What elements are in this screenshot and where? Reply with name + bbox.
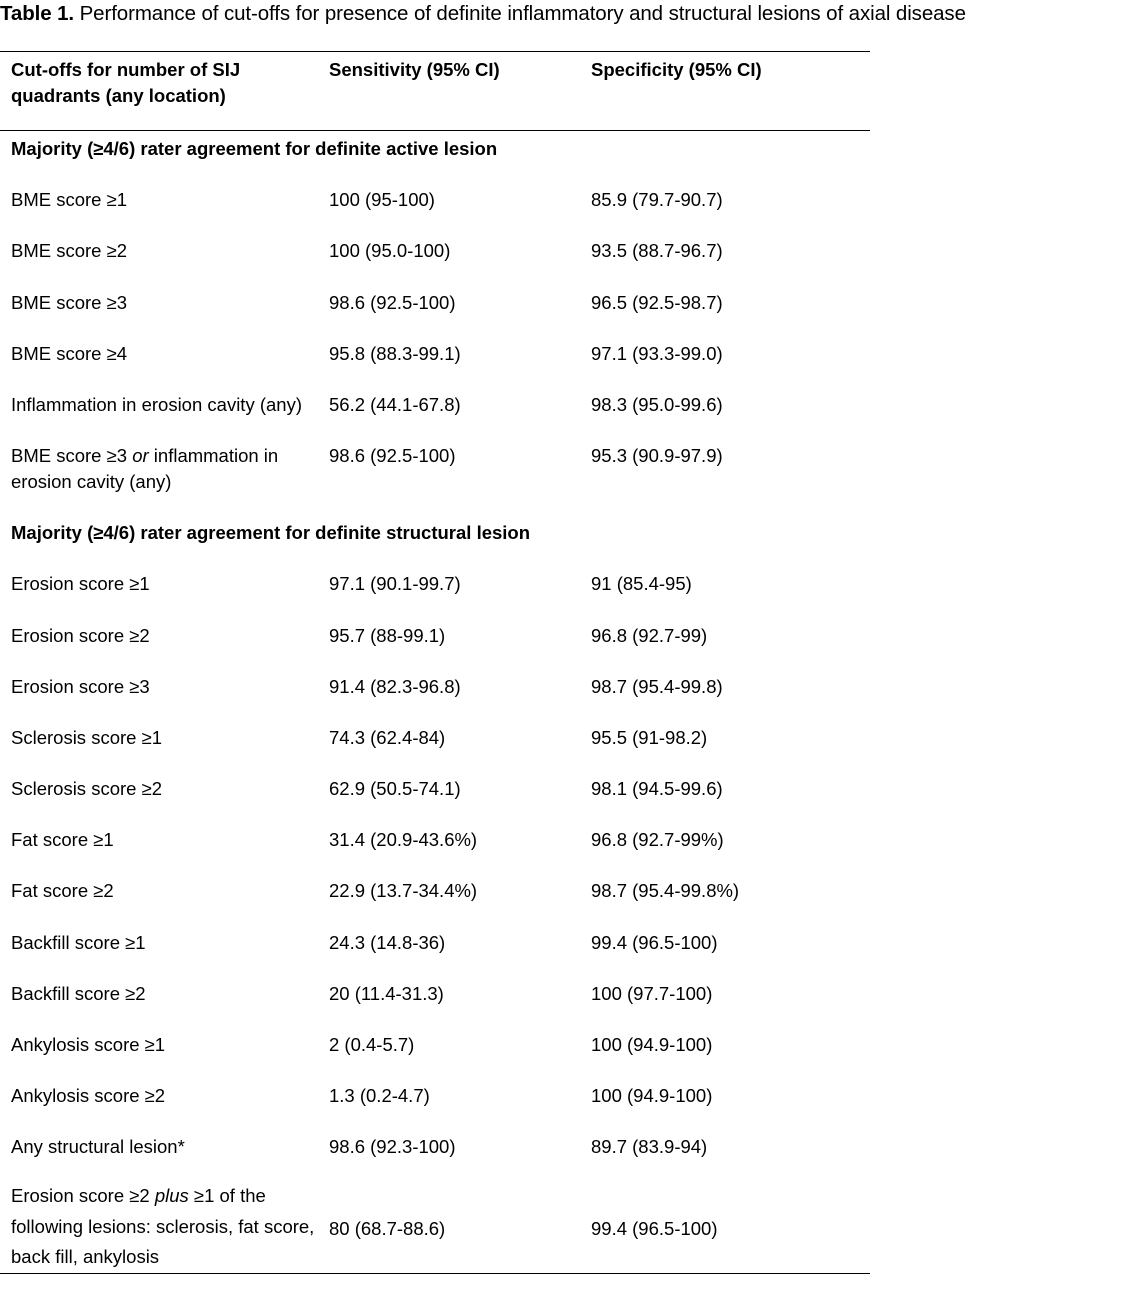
row-label: Sclerosis score ≥1 [11,726,163,748]
row-sensitivity: 22.9 (13.7-34.4%) [329,880,478,902]
table-row [0,925,870,976]
row-sensitivity: 56.2 (44.1-67.8) [329,393,461,415]
table-row [0,182,870,233]
row-specificity: 96.8 (92.7-99%) [591,829,724,851]
row-sensitivity: 24.3 (14.8-36) [329,931,446,953]
row-sensitivity: 98.6 (92.5-100) [329,445,456,467]
header-cutoffs: Cut-offs for number of SIJ quadrants (any location) [11,59,241,106]
row-sensitivity: 74.3 (62.4-84) [329,726,446,748]
row-specificity: 95.5 (91-98.2) [591,726,708,748]
label-part: BME score ≥3 [11,445,133,467]
row-label [0,1181,318,1273]
row-label: BME score ≥1 [11,189,128,211]
table-row [0,336,870,387]
row-sensitivity: 1.3 (0.2-4.7) [329,1085,430,1107]
row-specificity: 99.4 (96.5-100) [591,1218,718,1240]
row-specificity: 95.3 (90.9-97.9) [591,445,723,467]
row-specificity: 85.9 (79.7-90.7) [591,189,723,211]
label-emphasis: plus [154,1185,189,1207]
row-label: Backfill score ≥1 [11,931,146,953]
row-label: Any structural lesion* [11,1136,185,1158]
table-row [0,1129,870,1180]
table-row [0,669,870,720]
table-row [0,873,870,924]
row-sensitivity: 97.1 (90.1-99.7) [329,573,461,595]
table-row [0,438,870,515]
row-specificity: 91 (85.4-95) [591,573,692,595]
row-specificity: 98.7 (95.4-99.8%) [591,880,740,902]
row-label: Erosion score ≥1 [11,573,150,595]
row-label: BME score ≥3 [11,291,128,313]
table-caption [0,2,966,26]
row-sensitivity: 98.6 (92.3-100) [329,1136,456,1158]
results-table [0,51,870,1274]
row-sensitivity: 100 (95-100) [329,189,435,211]
row-specificity: 100 (94.9-100) [591,1085,713,1107]
table-row [0,618,870,669]
table-row [0,1078,870,1129]
table-row [0,566,870,617]
row-label: BME score ≥2 [11,240,128,262]
row-specificity: 97.1 (93.3-99.0) [591,342,723,364]
caption-text: Performance of cut-offs for presence of definite inflammatory and structural lesions of axial disease [74,2,966,25]
row-specificity: 99.4 (96.5-100) [591,931,718,953]
section-title: Majority (≥4/6) rater agreement for definite active lesion [11,138,498,159]
row-label [0,443,318,495]
label-part: Erosion score ≥2 [11,1185,155,1207]
table-number: Table 1. [0,2,75,25]
row-specificity: 96.8 (92.7-99) [591,624,708,646]
row-label: Backfill score ≥2 [11,982,146,1004]
label-part: ≥1 of the following lesions: sclerosis, fat score, back fill, ankylosis [11,1185,315,1268]
header-specificity: Specificity (95% CI) [591,59,762,80]
table-row [0,976,870,1027]
table-row [0,285,870,336]
row-specificity: 96.5 (92.5-98.7) [591,291,723,313]
row-sensitivity: 2 (0.4-5.7) [329,1034,415,1055]
row-label: BME score ≥4 [11,342,128,364]
row-label: Fat score ≥1 [11,829,114,851]
row-sensitivity: 31.4 (20.9-43.6%) [329,829,478,851]
row-specificity: 89.7 (83.9-94) [591,1136,708,1158]
header-sensitivity: Sensitivity (95% CI) [329,59,500,80]
row-sensitivity: 95.7 (88-99.1) [329,624,446,646]
row-specificity: 98.1 (94.5-99.6) [591,778,723,800]
row-specificity: 93.5 (88.7-96.7) [591,240,723,262]
row-sensitivity: 80 (68.7-88.6) [329,1218,446,1240]
row-label: Inflammation in erosion cavity (any) [11,393,302,415]
row-label: Ankylosis score ≥2 [11,1085,166,1107]
table-row [0,822,870,873]
table-header-row [0,52,870,131]
row-sensitivity: 62.9 (50.5-74.1) [329,778,461,800]
table-row [0,233,870,284]
table-row [0,1181,870,1273]
row-label: Fat score ≥2 [11,880,114,902]
table-row [0,771,870,822]
section-active-lesion [0,131,870,182]
row-sensitivity: 20 (11.4-31.3) [329,982,444,1004]
section-title: Majority (≥4/6) rater agreement for definite structural lesion [11,522,531,544]
row-specificity: 100 (94.9-100) [591,1034,713,1055]
row-specificity: 100 (97.7-100) [591,982,713,1004]
section-structural-lesion [0,515,870,566]
row-label: Erosion score ≥2 [11,624,150,646]
row-label: Erosion score ≥3 [11,675,150,697]
row-label: Ankylosis score ≥1 [11,1034,166,1055]
row-specificity: 98.7 (95.4-99.8) [591,675,723,697]
row-label: Sclerosis score ≥2 [11,778,163,800]
row-sensitivity: 95.8 (88.3-99.1) [329,342,461,364]
row-specificity: 98.3 (95.0-99.6) [591,393,723,415]
row-sensitivity: 91.4 (82.3-96.8) [329,675,461,697]
label-emphasis: or [132,445,149,467]
table-row [0,1027,870,1078]
row-sensitivity: 98.6 (92.5-100) [329,291,456,313]
row-sensitivity: 100 (95.0-100) [329,240,451,262]
table-row [0,387,870,438]
table-row [0,720,870,771]
label-part: inflammation in erosion cavity (any) [11,445,279,493]
